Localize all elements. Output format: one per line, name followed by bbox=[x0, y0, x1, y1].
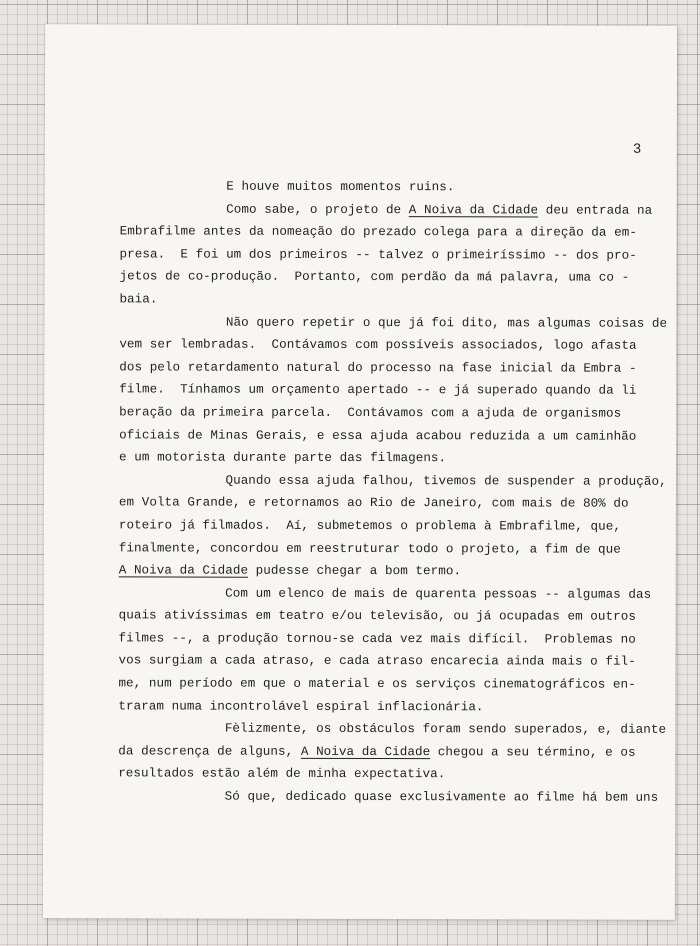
text-line: filme. Tínhamos um orçamento apertado -- e já superado quando da li bbox=[119, 382, 637, 399]
text-line: E houve muitos momentos ruins. bbox=[119, 179, 455, 195]
body-text bbox=[118, 175, 668, 809]
film-title: A Noiva da Cidade bbox=[118, 563, 249, 578]
text-line: jetos de co-produção. Portanto, com perdão da má palavra, uma co - bbox=[119, 269, 630, 286]
text-line: Quando essa ajuda falhou, tivemos de suspender a produção, bbox=[118, 473, 667, 489]
text-line: em Volta Grande, e retornamos ao Rio de Janeiro, com mais de 80% do bbox=[118, 495, 629, 512]
text-line: baia. bbox=[119, 292, 158, 307]
text-line: quais ativíssimas em teatro e/ou televisão, ou já ocupadas em outros bbox=[118, 608, 636, 625]
text-line: dos pelo retardamento natural do processo na fase inicial da Embra - bbox=[119, 360, 637, 376]
text-line: resultados estão além de minha expectativa. bbox=[118, 766, 446, 782]
text-line: Como sabe, o projeto de A Noiva da Cidade deu entrada na bbox=[119, 201, 653, 218]
text-line: e um motorista durante parte das filmagens. bbox=[119, 450, 447, 466]
text-line: oficiais de Minas Gerais, e essa ajuda acabou reduzida a um caminhão bbox=[119, 427, 637, 444]
text-line: Com um elenco de mais de quarenta pessoas -- algumas das bbox=[118, 586, 652, 602]
film-title: A Noiva da Cidade bbox=[408, 202, 539, 218]
text-line: da descrença de alguns, A Noiva da Cidade chegou a seu término, e os bbox=[118, 744, 636, 760]
text-line: Embrafilme antes da nomeação do prezado colega para a direção da em- bbox=[119, 224, 637, 240]
text-line: vos surgiam a cada atraso, e cada atraso encarecia ainda mais o fil- bbox=[118, 653, 636, 670]
text-line: Não quero repetir o que já foi dito, mas algumas coisas de bbox=[119, 314, 668, 331]
text-line: Só que, dedicado quase exclusivamente ao filme há bem uns bbox=[118, 789, 659, 805]
film-title: A Noiva da Cidade bbox=[300, 744, 431, 760]
text-line: presa. E foi um dos primeiros -- talvez o primeiríssimo -- dos pro- bbox=[119, 247, 637, 263]
typewritten-page bbox=[43, 24, 677, 920]
text-line: vem ser lembradas. Contávamos com possíveis associados, logo afasta bbox=[119, 337, 637, 353]
text-line: me, num período em que o material e os serviços cinematográficos en- bbox=[118, 676, 636, 692]
text-line: roteiro já filmados. Aí, submetemos o problema à Embrafilme, que, bbox=[118, 518, 621, 534]
text-line: traram numa incontrolável espiral inflacionária. bbox=[118, 699, 484, 714]
text-line: filmes --, a produção tornou-se cada vez mais difícil. Problemas no bbox=[118, 631, 636, 647]
page-number: 3 bbox=[632, 141, 642, 158]
text-line: Fèlizmente, os obstáculos foram sendo superados, e, diante bbox=[118, 721, 667, 738]
text-line: finalmente, concordou em reestruturar todo o projeto, a fim de que bbox=[118, 540, 621, 557]
text-line: beração da primeira parcela. Contávamos com a ajuda de organismos bbox=[119, 405, 622, 421]
text-line: A Noiva da Cidade pudesse chegar a bom termo. bbox=[118, 563, 462, 579]
